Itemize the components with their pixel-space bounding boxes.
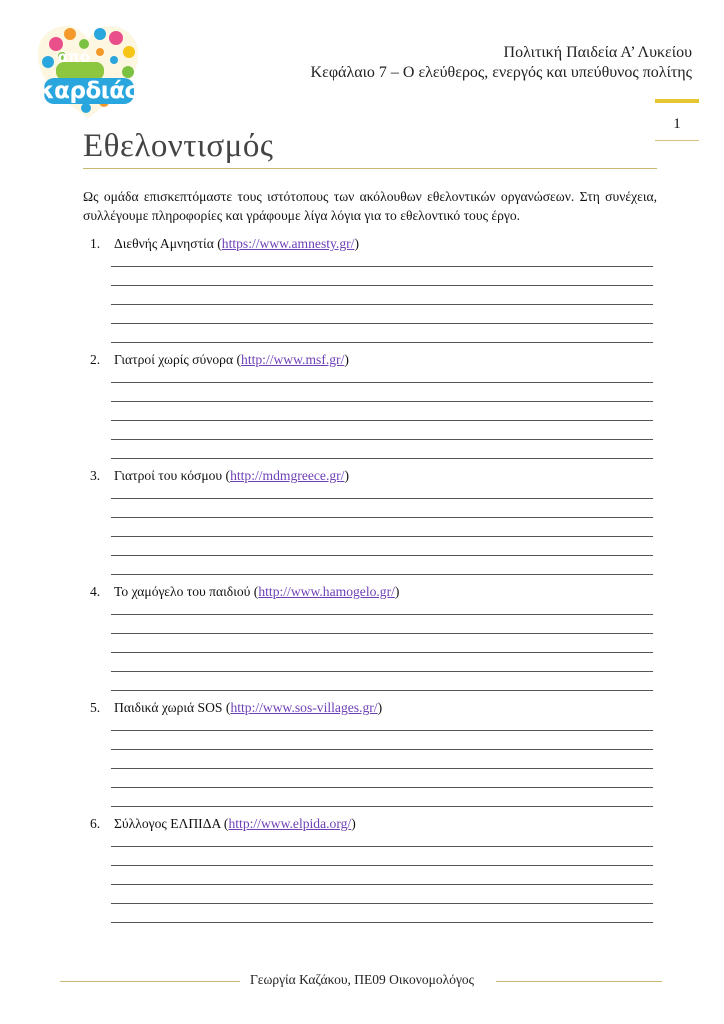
list-item — [83, 814, 657, 834]
answer-line[interactable] — [111, 342, 653, 343]
organization-link[interactable]: http://www.msf.gr/ — [241, 352, 345, 367]
answer-line[interactable] — [111, 517, 653, 518]
answer-line[interactable] — [111, 304, 653, 305]
answer-line[interactable] — [111, 806, 653, 807]
title-divider — [83, 168, 657, 169]
list-item-heading — [83, 466, 657, 486]
list-item-number: 4. — [90, 584, 101, 599]
answer-line[interactable] — [111, 652, 653, 653]
list-item — [83, 466, 657, 486]
logo-text-apo: από — [57, 48, 91, 66]
page-title: Εθελοντισμός — [83, 128, 274, 164]
logo-text-kardias: καρδιάς — [38, 78, 138, 104]
answer-line[interactable] — [111, 498, 653, 499]
answer-line[interactable] — [111, 903, 653, 904]
paren-open: ( — [222, 468, 231, 483]
intro-paragraph: Ως ομάδα επισκεπτόμαστε τους ιστότοπους των ακόλουθων εθελοντικών οργανώσεων. Στη συνέχεια, συλλέγουμε πληροφορίες και γράφουμε λίγα λόγια για το εθελοντικό τους έργο. — [83, 189, 657, 223]
organization-name: Το χαμόγελο του παιδιού — [114, 584, 251, 599]
answer-line[interactable] — [111, 846, 653, 847]
paren-close: ) — [344, 352, 349, 367]
list-item-number: 1. — [90, 236, 101, 251]
organization-link[interactable]: http://www.elpida.org/ — [228, 816, 352, 831]
answer-line[interactable] — [111, 536, 653, 537]
page-number: 1 — [673, 116, 681, 132]
answer-line[interactable] — [111, 865, 653, 866]
answer-line[interactable] — [111, 285, 653, 286]
list-item — [83, 234, 657, 254]
organization-name: Παιδικά χωριά SOS — [114, 700, 223, 715]
paren-close: ) — [377, 700, 383, 715]
footer — [0, 972, 724, 988]
list-item-heading — [83, 582, 657, 602]
list-item-heading — [83, 350, 657, 370]
answer-line[interactable] — [111, 690, 653, 691]
answer-line[interactable] — [111, 574, 653, 575]
paren-open: ( — [220, 816, 229, 831]
heart-logo-icon — [34, 22, 142, 122]
answer-line[interactable] — [111, 614, 653, 615]
list-item-number: 6. — [90, 816, 101, 831]
organization-name: Γιατροί χωρίς σύνορα — [114, 352, 234, 367]
answer-line[interactable] — [111, 401, 653, 402]
answer-line[interactable] — [111, 787, 653, 788]
paren-open: ( — [233, 352, 242, 367]
list-item — [83, 582, 657, 602]
answer-line[interactable] — [111, 382, 653, 383]
answer-line[interactable] — [111, 555, 653, 556]
list-item-heading — [83, 698, 657, 718]
paren-open: ( — [222, 700, 231, 715]
list-item-number: 2. — [90, 352, 101, 367]
paren-close: ) — [344, 468, 349, 483]
list-item-number: 5. — [90, 700, 101, 715]
organization-name: Γιατροί του κόσμου — [114, 468, 223, 483]
paren-close: ) — [354, 236, 359, 251]
paren-close: ) — [351, 816, 356, 831]
answer-line[interactable] — [111, 633, 653, 634]
paren-close: ) — [394, 584, 400, 599]
organization-link[interactable]: http://www.sos-villages.gr/ — [230, 700, 378, 715]
page-number-accent — [655, 99, 699, 103]
answer-line[interactable] — [111, 323, 653, 324]
list-item-number: 3. — [90, 468, 101, 483]
header-chapter: Κεφάλαιο 7 – Ο ελεύθερος, ενεργός και υπεύθυνος πολίτης — [310, 64, 692, 81]
answer-line[interactable] — [111, 922, 653, 923]
footer-author: Γεωργία Καζάκου, ΠΕ09 Οικονομολόγος — [242, 972, 482, 987]
paren-open: ( — [213, 236, 222, 251]
answer-line[interactable] — [111, 730, 653, 731]
organization-name: Διεθνής Αμνηστία — [114, 236, 214, 251]
answer-line[interactable] — [111, 439, 653, 440]
logo — [34, 22, 142, 122]
answer-line[interactable] — [111, 768, 653, 769]
organization-link[interactable]: http://www.hamogelo.gr/ — [258, 584, 395, 599]
answer-line[interactable] — [111, 458, 653, 459]
organization-link[interactable]: http://mdmgreece.gr/ — [230, 468, 345, 483]
header-course: Πολιτική Παιδεία Α’ Λυκείου — [503, 44, 692, 61]
answer-line[interactable] — [111, 266, 653, 267]
paren-open: ( — [250, 584, 259, 599]
answer-line[interactable] — [111, 420, 653, 421]
answer-line[interactable] — [111, 671, 653, 672]
list-item-heading — [83, 814, 657, 834]
list-item — [83, 350, 657, 370]
answer-line[interactable] — [111, 884, 653, 885]
organization-name: Σύλλογος ΕΛΠΙΔΑ — [114, 816, 221, 831]
organization-link[interactable]: https://www.amnesty.gr/ — [221, 236, 355, 251]
list-item-heading — [83, 234, 657, 254]
page-number-divider — [655, 140, 699, 141]
list-item — [83, 698, 657, 718]
answer-line[interactable] — [111, 749, 653, 750]
